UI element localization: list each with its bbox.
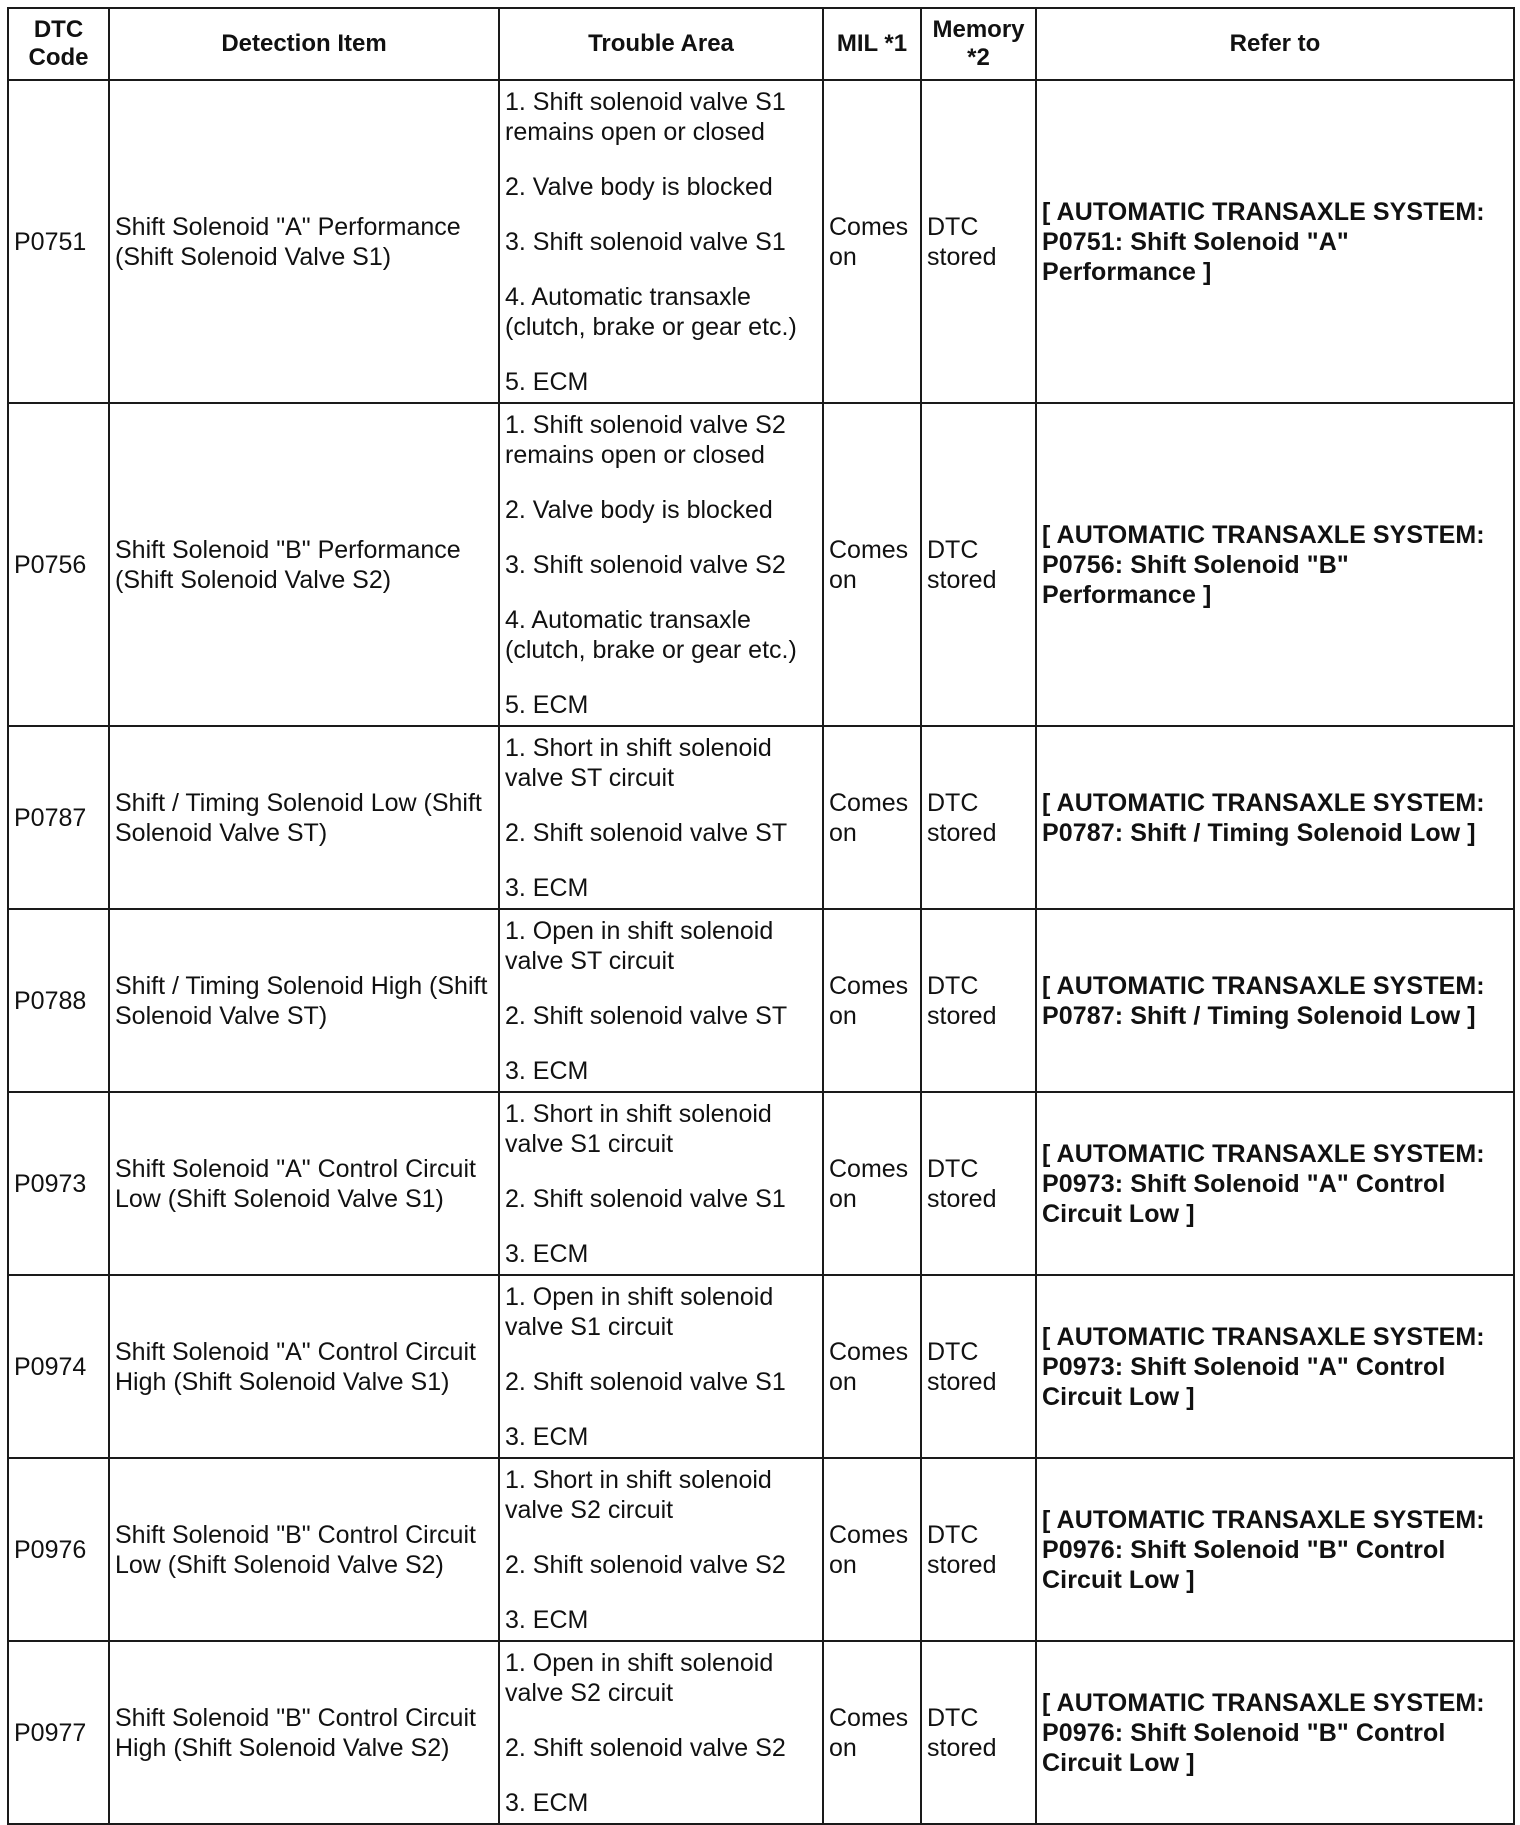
memory-line2: stored [927,565,997,594]
header-mil: MIL *1 [823,8,921,80]
detection-item-cell: Shift Solenoid "A" Performance (Shift Solenoid Valve S1) [109,80,499,403]
mil-line2: on [829,1733,857,1762]
memory-cell [921,909,1036,1092]
trouble-item: 4. Automatic transaxle (clutch, brake or gear etc.) [505,605,797,664]
trouble-item: 3. ECM [505,1788,589,1817]
mil-cell [823,80,921,403]
table-body [8,80,1514,1824]
trouble-area-cell [499,909,823,1092]
dtc-code-cell: P0977 [8,1641,109,1824]
trouble-item: 3. Shift solenoid valve S2 [505,550,786,579]
table-header [8,8,1514,80]
trouble-item: 3. ECM [505,1605,589,1634]
header-memory-line1: Memory [932,16,1025,43]
memory-cell [921,403,1036,726]
refer-to-cell: [ AUTOMATIC TRANSAXLE SYSTEM: P0756: Shift Solenoid "B" Performance ] [1036,403,1514,726]
mil-line2: on [829,242,857,271]
memory-line2: stored [927,1001,997,1030]
dtc-code-cell: P0751 [8,80,109,403]
mil-line1: Comes [829,1520,909,1549]
trouble-item: 1. Open in shift solenoid valve ST circuit [505,916,774,975]
trouble-item: 2. Valve body is blocked [505,495,773,524]
mil-cell [823,1275,921,1458]
dtc-code-cell: P0976 [8,1458,109,1641]
memory-cell [921,1458,1036,1641]
table-row [8,909,1514,1092]
trouble-item: 3. ECM [505,873,589,902]
table-row [8,1092,1514,1275]
header-refer-to: Refer to [1036,8,1514,80]
dtc-code-cell: P0973 [8,1092,109,1275]
memory-line1: DTC [927,788,979,817]
detection-item-cell: Shift Solenoid "A" Control Circuit High (Shift Solenoid Valve S1) [109,1275,499,1458]
mil-line2: on [829,1550,857,1579]
memory-line1: DTC [927,1703,979,1732]
mil-line1: Comes [829,1337,909,1366]
header-dtc-code [8,8,109,80]
table-row [8,1641,1514,1824]
detection-item-cell: Shift Solenoid "B" Control Circuit Low (Shift Solenoid Valve S2) [109,1458,499,1641]
trouble-item: 3. ECM [505,1239,589,1268]
trouble-item: 2. Valve body is blocked [505,172,773,201]
table-row [8,1458,1514,1641]
trouble-item: 2. Shift solenoid valve S1 [505,1367,786,1396]
trouble-item: 5. ECM [505,690,589,719]
trouble-item: 3. ECM [505,1422,589,1451]
trouble-item: 1. Open in shift solenoid valve S1 circuit [505,1282,774,1341]
trouble-item: 2. Shift solenoid valve ST [505,818,788,847]
memory-line1: DTC [927,535,979,564]
trouble-item: 1. Short in shift solenoid valve S2 circuit [505,1465,772,1524]
mil-line1: Comes [829,1703,909,1732]
trouble-item: 1. Shift solenoid valve S1 remains open or closed [505,87,786,146]
memory-cell [921,1275,1036,1458]
dtc-code-cell: P0974 [8,1275,109,1458]
memory-line2: stored [927,1733,997,1762]
memory-line2: stored [927,1550,997,1579]
dtc-table [7,7,1515,1825]
dtc-code-cell: P0756 [8,403,109,726]
header-memory-line2: *2 [967,44,990,71]
mil-line2: on [829,818,857,847]
memory-line1: DTC [927,1520,979,1549]
mil-line1: Comes [829,535,909,564]
memory-line2: stored [927,1184,997,1213]
memory-line1: DTC [927,1154,979,1183]
mil-cell [823,1092,921,1275]
table-row [8,403,1514,726]
dtc-code-cell: P0787 [8,726,109,909]
mil-line1: Comes [829,788,909,817]
header-dtc-code-line1: DTC [33,16,84,43]
trouble-area-cell [499,1641,823,1824]
memory-cell [921,1641,1036,1824]
refer-to-cell: [ AUTOMATIC TRANSAXLE SYSTEM: P0787: Shift / Timing Solenoid Low ] [1036,909,1514,1092]
table-row [8,80,1514,403]
trouble-item: 1. Shift solenoid valve S2 remains open or closed [505,410,786,469]
memory-cell [921,1092,1036,1275]
trouble-item: 1. Short in shift solenoid valve S1 circuit [505,1099,772,1158]
trouble-item: 2. Shift solenoid valve ST [505,1001,788,1030]
refer-to-cell: [ AUTOMATIC TRANSAXLE SYSTEM: P0973: Shift Solenoid "A" Control Circuit Low ] [1036,1092,1514,1275]
memory-line2: stored [927,242,997,271]
detection-item-cell: Shift Solenoid "B" Performance (Shift Solenoid Valve S2) [109,403,499,726]
trouble-item: 3. ECM [505,1056,589,1085]
trouble-item: 3. Shift solenoid valve S1 [505,227,786,256]
refer-to-cell: [ AUTOMATIC TRANSAXLE SYSTEM: P0787: Shift / Timing Solenoid Low ] [1036,726,1514,909]
trouble-area-cell [499,403,823,726]
trouble-item: 4. Automatic transaxle (clutch, brake or gear etc.) [505,282,797,341]
mil-line2: on [829,565,857,594]
mil-line1: Comes [829,971,909,1000]
detection-item-cell: Shift / Timing Solenoid Low (Shift Solenoid Valve ST) [109,726,499,909]
mil-line1: Comes [829,1154,909,1183]
mil-line2: on [829,1367,857,1396]
trouble-area-cell [499,726,823,909]
mil-cell [823,403,921,726]
mil-cell [823,1641,921,1824]
trouble-area-cell [499,1092,823,1275]
header-dtc-code-line2: Code [28,44,89,71]
header-trouble-area: Trouble Area [499,8,823,80]
memory-line1: DTC [927,1337,979,1366]
refer-to-cell: [ AUTOMATIC TRANSAXLE SYSTEM: P0976: Shift Solenoid "B" Control Circuit Low ] [1036,1458,1514,1641]
memory-line1: DTC [927,212,979,241]
trouble-area-cell [499,1275,823,1458]
detection-item-cell: Shift Solenoid "A" Control Circuit Low (Shift Solenoid Valve S1) [109,1092,499,1275]
mil-line1: Comes [829,212,909,241]
trouble-item: 2. Shift solenoid valve S2 [505,1733,786,1762]
trouble-item: 2. Shift solenoid valve S2 [505,1550,786,1579]
table-row [8,726,1514,909]
header-memory [921,8,1036,80]
detection-item-cell: Shift Solenoid "B" Control Circuit High (Shift Solenoid Valve S2) [109,1641,499,1824]
trouble-area-cell [499,1458,823,1641]
mil-cell [823,726,921,909]
mil-line2: on [829,1001,857,1030]
dtc-code-cell: P0788 [8,909,109,1092]
memory-cell [921,726,1036,909]
mil-cell [823,1458,921,1641]
trouble-item: 1. Open in shift solenoid valve S2 circuit [505,1648,774,1707]
trouble-item: 1. Short in shift solenoid valve ST circuit [505,733,772,792]
memory-line1: DTC [927,971,979,1000]
detection-item-cell: Shift / Timing Solenoid High (Shift Solenoid Valve ST) [109,909,499,1092]
memory-cell [921,80,1036,403]
header-detection-item: Detection Item [109,8,499,80]
trouble-item: 5. ECM [505,367,589,396]
trouble-item: 2. Shift solenoid valve S1 [505,1184,786,1213]
table-row [8,1275,1514,1458]
refer-to-cell: [ AUTOMATIC TRANSAXLE SYSTEM: P0973: Shift Solenoid "A" Control Circuit Low ] [1036,1275,1514,1458]
mil-line2: on [829,1184,857,1213]
memory-line2: stored [927,818,997,847]
mil-cell [823,909,921,1092]
refer-to-cell: [ AUTOMATIC TRANSAXLE SYSTEM: P0976: Shift Solenoid "B" Control Circuit Low ] [1036,1641,1514,1824]
trouble-area-cell [499,80,823,403]
refer-to-cell: [ AUTOMATIC TRANSAXLE SYSTEM: P0751: Shift Solenoid "A" Performance ] [1036,80,1514,403]
memory-line2: stored [927,1367,997,1396]
header-row [8,8,1514,80]
